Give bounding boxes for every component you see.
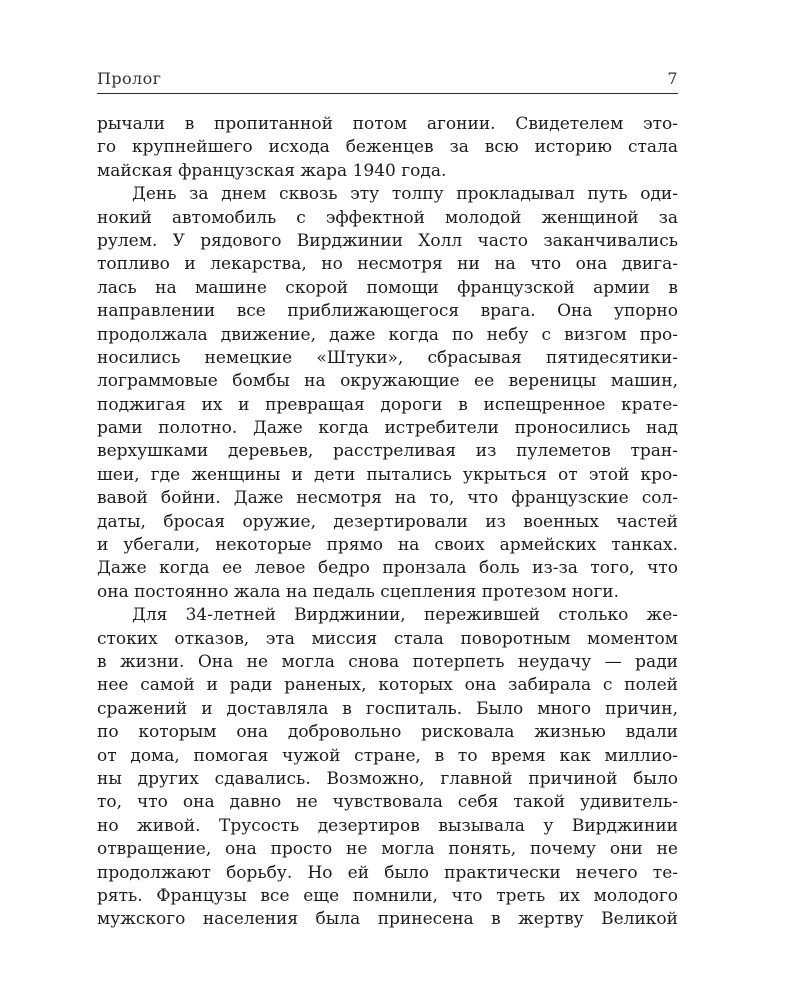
text-line: рами полотно. Даже когда истребители проносились над <box>97 418 678 439</box>
text-line: майская французская жара 1940 года. <box>97 160 447 181</box>
text-line: но живой. Трусость дезертиров вызывала у Вирджинии <box>97 815 678 836</box>
text-line: направлении все приближающегося врага. Она упорно <box>97 301 678 322</box>
text-line: ны других сдавались. Возможно, главной причиной было <box>97 768 678 789</box>
text-line: нокий автомобиль с эффектной молодой женщиной за <box>97 207 678 228</box>
text-line: нее самой и ради раненых, которых она забирала с полей <box>97 675 678 696</box>
text-line: рять. Французы все еще помнили, что треть их молодого <box>97 885 678 906</box>
text-line: мужского населения была принесена в жертву Великой <box>97 909 678 930</box>
text-line: Для 34-летней Вирджинии, пережившей столько же- <box>132 605 678 626</box>
text-line: в жизни. Она не могла снова потерпеть неудачу — ради <box>97 651 678 672</box>
text-line: даты, бросая оружие, дезертировали из военных частей <box>97 511 678 532</box>
text-line: го крупнейшего исхода беженцев за всю историю стала <box>97 137 678 158</box>
text-line: отвращение, она просто не могла понять, почему они не <box>97 839 678 860</box>
text-line: продолжала движение, даже когда по небу с визгом про- <box>97 324 678 345</box>
text-line: лась на машине скорой помощи французской армии в <box>97 277 678 298</box>
text-line: стоких отказов, эта миссия стала поворотным моментом <box>97 628 678 649</box>
body-text <box>97 113 678 932</box>
text-line: продолжают борьбу. Но ей было практически нечего те- <box>97 862 678 883</box>
text-line: то, что она давно не чувствовала себя такой удивитель- <box>97 792 678 813</box>
text-line: Даже когда ее левое бедро пронзала боль из-за того, что <box>97 558 678 579</box>
text-line: лограммовые бомбы на окружающие ее вереницы машин, <box>97 371 678 392</box>
text-line: рулем. У рядового Вирджинии Холл часто заканчивались <box>97 230 678 251</box>
text-line: от дома, помогая чужой стране, в то время как миллио- <box>97 745 678 766</box>
text-line: топливо и лекарства, но несмотря ни на что она двига- <box>97 254 678 275</box>
text-line: сражений и доставляла в госпиталь. Было много причин, <box>97 698 678 719</box>
running-header <box>97 69 678 94</box>
text-line: День за днем сквозь эту толпу прокладывал путь оди- <box>132 184 678 205</box>
text-line: и убегали, некоторые прямо на своих армейских танках. <box>97 535 678 556</box>
text-line: шеи, где женщины и дети пытались укрыться от этой кро- <box>97 464 678 485</box>
text-line: рычали в пропитанной потом агонии. Свидетелем это- <box>97 114 678 134</box>
text-line: вавой бойни. Даже несмотря на то, что французские сол- <box>97 488 678 509</box>
text-line: носились немецкие «Штуки», сбрасывая пятидесятики- <box>97 347 678 368</box>
text-line: она постоянно жала на педаль сцепления протезом ноги. <box>97 581 620 602</box>
page-number: 7 <box>667 69 678 88</box>
text-line: поджигая их и превращая дороги в испещренное крате- <box>97 394 678 415</box>
text-line: верхушками деревьев, расстреливая из пулеметов тран- <box>97 441 678 462</box>
text-line: по которым она добровольно рисковала жизнью вдали <box>97 722 678 743</box>
section-title: Пролог <box>97 69 162 88</box>
